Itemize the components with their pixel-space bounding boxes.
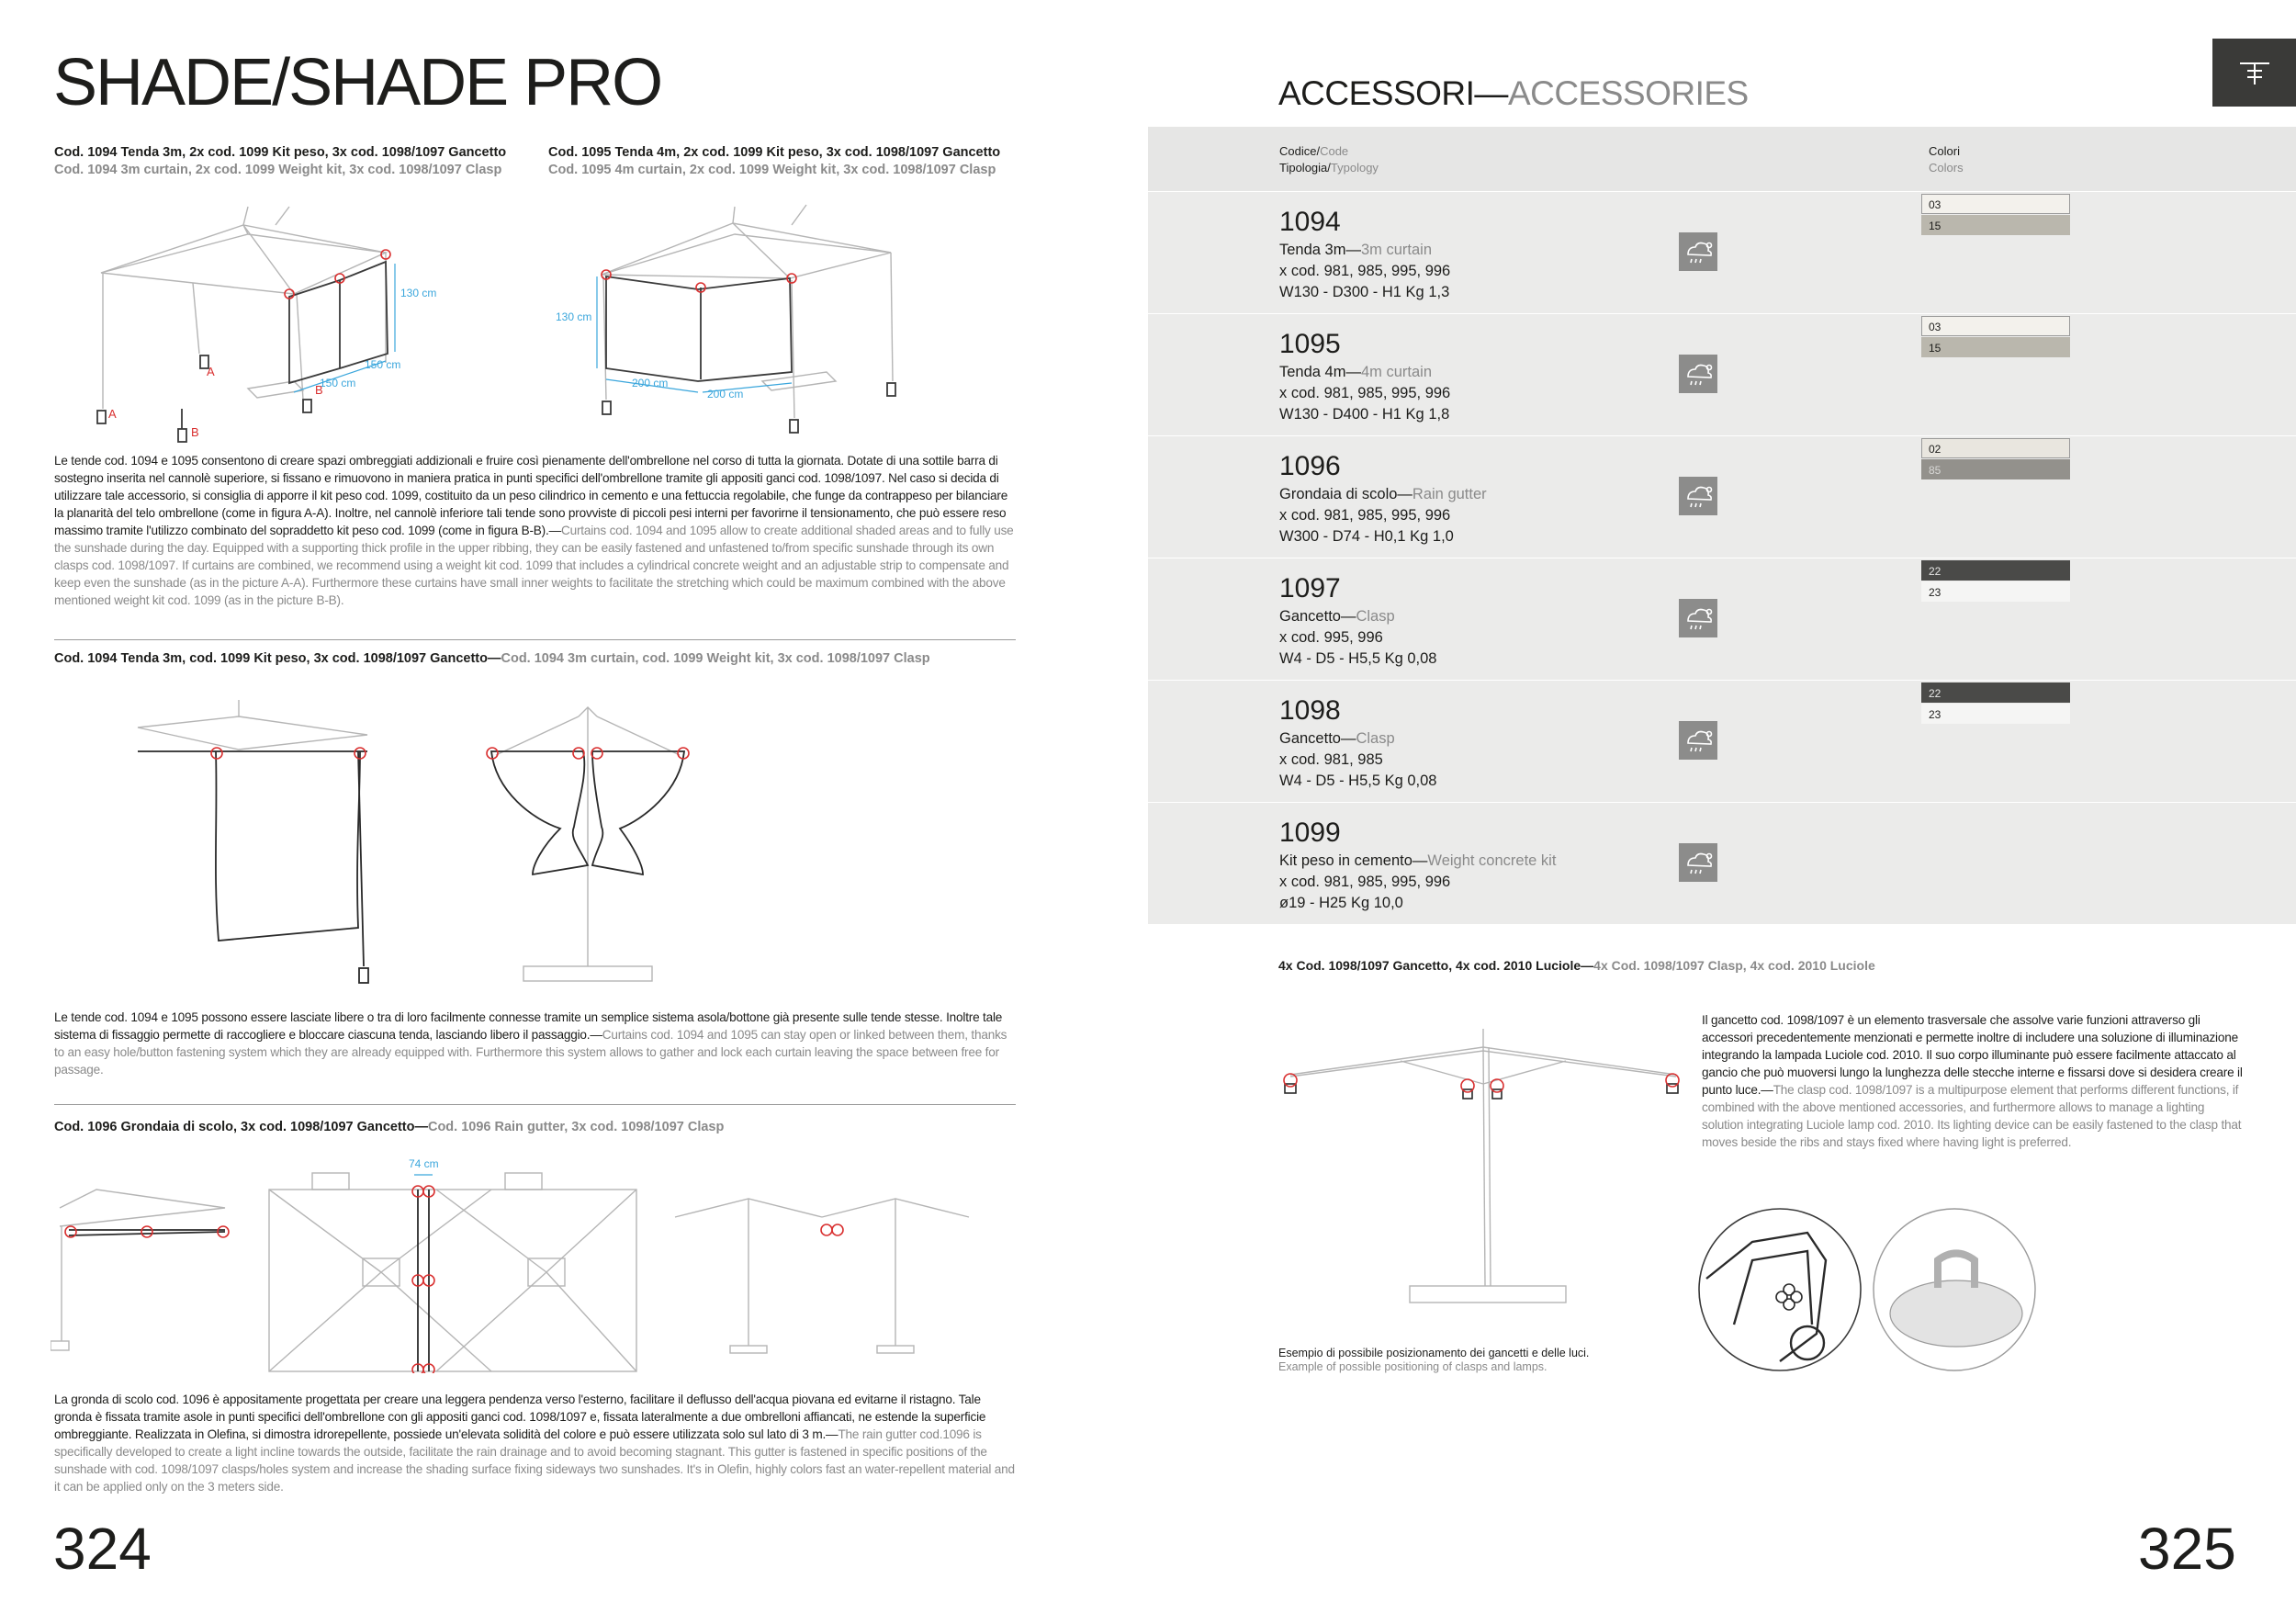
- caption-1094: Cod. 1094 Tenda 3m, 2x cod. 1099 Kit peso, 3x cod. 1098/1097 Gancetto Cod. 1094 3m curtain, 2x cod. 1099 Weight kit, 3x cod. 1098/1097 Clasp: [54, 145, 507, 177]
- table-row: [1148, 192, 2296, 313]
- weather-resistant-icon: [1679, 599, 1717, 637]
- color-swatch: 23: [1921, 581, 2070, 602]
- table-row: [1148, 436, 2296, 558]
- paragraph-curtains-linked: Le tende cod. 1094 e 1095 possono essere lasciate libere o tra di loro facilmente connesse tramite un semplice sistema asola/bottone già presente sulle tende stesse. Inoltre tale sistema di fissaggio permette di raccogliere e bloccare ciascuna tenda, lasciando libero il passaggio.—Curtains cod. 1094 and 1095 can stay open or linked between them, thanks to an easy hole/button fastening system which they are already equipped with. Furthermore this system allows to gather and lock each curtain leaving the space between free for passage.: [54, 1010, 1007, 1077]
- svg-text:130 cm: 130 cm: [556, 310, 592, 323]
- figure-rain-gutter: [51, 1153, 1042, 1373]
- divider: [54, 1104, 1016, 1105]
- caption-1094-weight: Cod. 1094 Tenda 3m, cod. 1099 Kit peso, 3x cod. 1098/1097 Gancetto—Cod. 1094 3m curtain, cod. 1099 Weight kit, 3x cod. 1098/1097 Clasp: [54, 651, 930, 666]
- paragraph-rain-gutter: La gronda di scolo cod. 1096 è appositamente progettata per creare una leggera pendenza verso l'esterno, facilitare il deflusso dell'acqua piovana ed evitarne il ristagno. Tale gronda è fissata tramite asole in punti specifici dell'ombrellone con gli appositi ganci cod. 1098/1097 e, fissata lateralmente a due ombrelloni affiancati, ne estende la superficie ombreggiante. Realizzata in Olefina, si dimostra idrorepellente, possiede un'elevata solidità del colore e può essere utilizzata solo sul lato di 3 m.—The rain gutter cod.1096 is specifically developed to create a light incline towards the outside, facilitate the rain drainage and to avoid becoming stagnant. This gutter is fastened in specific positions of the sunshade with cod. 1098/1097 clasps/holes system and increase the shading surface fixing sideways two sunshades. It's in Olefin, highly colors fast an water-repellent material and it can be applied only on the 3 meters side.: [54, 1393, 1015, 1494]
- page-number-left: 324: [53, 1516, 152, 1582]
- divider: [54, 639, 1016, 640]
- product-description: Kit peso in cemento—Weight concrete kit x cod. 981, 985, 995, 996 ø19 - H25 Kg 10,0: [1279, 852, 1557, 911]
- svg-text:200 cm: 200 cm: [632, 377, 669, 389]
- caption-1095: Cod. 1095 Tenda 4m, 2x cod. 1099 Kit peso, 3x cod. 1098/1097 Gancetto Cod. 1095 4m curtain, 2x cod. 1099 Weight kit, 3x cod. 1098/1097 Clasp: [548, 145, 1001, 177]
- color-swatch: 03: [1921, 194, 2070, 214]
- weather-resistant-icon: [1679, 721, 1717, 760]
- color-swatch: 22: [1921, 682, 2070, 703]
- dim-width-label-1: 150 cm: [365, 358, 401, 371]
- svg-text:B: B: [191, 425, 199, 439]
- umbrella-logo: [2212, 39, 2296, 107]
- page-number-right: 325: [2138, 1516, 2236, 1582]
- weather-resistant-icon: [1679, 232, 1717, 271]
- accessories-table: [1148, 127, 2296, 924]
- weather-resistant-icon: [1679, 355, 1717, 393]
- product-description: Gancetto—Clasp x cod. 981, 985 W4 - D5 - H5,5 Kg 0,08: [1279, 730, 1437, 789]
- table-row: [1148, 803, 2296, 924]
- svg-text:B: B: [315, 383, 323, 397]
- svg-text:A: A: [108, 407, 117, 421]
- umbrella-icon: [2212, 39, 2296, 107]
- color-swatch: 03: [1921, 316, 2070, 336]
- product-code: 1098: [1279, 695, 1341, 726]
- color-swatch: 15: [1921, 215, 2070, 235]
- page-title: SHADE/SHADE PRO: [53, 46, 662, 119]
- weather-resistant-icon: [1679, 477, 1717, 515]
- color-swatch: 85: [1921, 459, 2070, 479]
- figure-detail-clasp-lamp: [1697, 1205, 2046, 1380]
- figure-clasps-lamps: [1272, 1020, 1694, 1314]
- figure-caption: Esempio di possibile posizionamento dei gancetti e delle luci. Example of possible positioning of clasps and lamps.: [1278, 1347, 1590, 1373]
- weather-resistant-icon: [1679, 843, 1717, 882]
- svg-text:200 cm: 200 cm: [707, 388, 744, 400]
- product-description: Grondaia di scolo—Rain gutter x cod. 981, 985, 995, 996 W300 - D74 - H0,1 Kg 1,0: [1279, 486, 1487, 545]
- svg-text:74 cm: 74 cm: [409, 1157, 439, 1170]
- product-code: 1095: [1279, 329, 1341, 359]
- dim-width-label-2: 150 cm: [320, 377, 356, 389]
- product-description: Tenda 4m—4m curtain x cod. 981, 985, 995, 996 W130 - D400 - H1 Kg 1,8: [1279, 364, 1451, 423]
- table-row: [1148, 681, 2296, 802]
- caption-luciole: 4x Cod. 1098/1097 Gancetto, 4x cod. 2010 Luciole—4x Cod. 1098/1097 Clasp, 4x cod. 2010 Luciole: [1278, 958, 1875, 973]
- product-code: 1099: [1279, 818, 1341, 848]
- product-description: Tenda 3m—3m curtain x cod. 981, 985, 995, 996 W130 - D300 - H1 Kg 1,3: [1279, 242, 1451, 300]
- table-header: Codice/Code Tipologia/Typology Colori Colors: [1148, 127, 2296, 191]
- color-swatch: 23: [1921, 704, 2070, 724]
- table-row: [1148, 314, 2296, 435]
- paragraph-clasp-lamp: Il gancetto cod. 1098/1097 è un elemento trasversale che assolve varie funzioni attraverso gli accessori precedentemente menzionati e permette inoltre di includere una soluzione di illuminazione integrando la lampada Luciole cod. 2010. Il suo corpo illuminante può essere facilmente attaccato al gancio che può muoversi lungo la lunghezza delle stecche interne e fissarsi dove si desidera creare il punto luce.—The clasp cod. 1098/1097 is a multipurpose element that performs different functions, if combined with the above mentioned accessories, and furthermore allows to manage a lighting solution integrating Luciole lamp cod. 2010. Its lighting device can be easily fastened to the clasp that moves beside the ribs and stays fixed where having light is preferred.: [1702, 1013, 2243, 1149]
- color-swatch: 22: [1921, 560, 2070, 581]
- product-code: 1094: [1279, 207, 1341, 237]
- svg-text:A: A: [207, 365, 215, 378]
- color-swatch: 02: [1921, 438, 2070, 458]
- paragraph-curtains: Le tende cod. 1094 e 1095 consentono di creare spazi ombreggiati addizionali e fruire così pienamente dell'ombrellone nel corso di tutta la giornata. Dotate di una sottile barra di sostegno inserita nel cannolè superiore, si fissano e rimuovono in maniera pratica in punti specifici dell'ombrellone tramite gli appositi ganci cod. 1098/1097. Nel caso si decida di utilizzare tale accessorio, si consiglia di apporre il kit peso cod. 1099, costituito da un peso cilindrico in cemento e una fettuccia regolabile, che funge da contrappeso per bilanciare la planarità del telo ombrellone (come in figura A-A). Inoltre, nel cannolè inferiore tali tende sono provviste di piccoli pesi interni per favorirne il tensionamento, che può essere reso massimo tramite l'utilizzo combinato del sopraddetto kit peso cod. 1099 (come in figura B-B).—Curtains cod. 1094 and 1095 allow to create additional shaded areas and to fully use the sunshade during the day. Equipped with a supporting thick profile in the upper ribbing, they can be easily fastened and unfastened to/from specific sunshade through its own clasps cod. 1098/1097. If curtains are combined, we recommend using a weight kit cod. 1099 that includes a cylindrical concrete weight and an adjustable strip to compensate and keep even the sunshade (as in the picture A-A). Furthermore these curtains have small inner weights to facilitate the stretching which could be maximum combined with the above mentioned weight kit cod. 1099 (as in the picture B-B).: [54, 454, 1014, 607]
- figure-curtain-4m: [551, 188, 918, 445]
- product-code: 1097: [1279, 573, 1341, 603]
- dim-height-label: 130 cm: [400, 287, 437, 299]
- table-row: [1148, 558, 2296, 680]
- product-description: Gancetto—Clasp x cod. 995, 996 W4 - D5 - H5,5 Kg 0,08: [1279, 608, 1437, 667]
- product-code: 1096: [1279, 451, 1341, 481]
- section-title: ACCESSORI—ACCESSORIES: [1278, 74, 1749, 112]
- figure-curtains-open-gathered: [129, 691, 918, 994]
- color-swatch: 15: [1921, 337, 2070, 357]
- caption-1096: Cod. 1096 Grondaia di scolo, 3x cod. 1098/1097 Gancetto—Cod. 1096 Rain gutter, 3x cod. 1098/1097 Clasp: [54, 1120, 725, 1134]
- figure-curtain-3m: [83, 188, 450, 445]
